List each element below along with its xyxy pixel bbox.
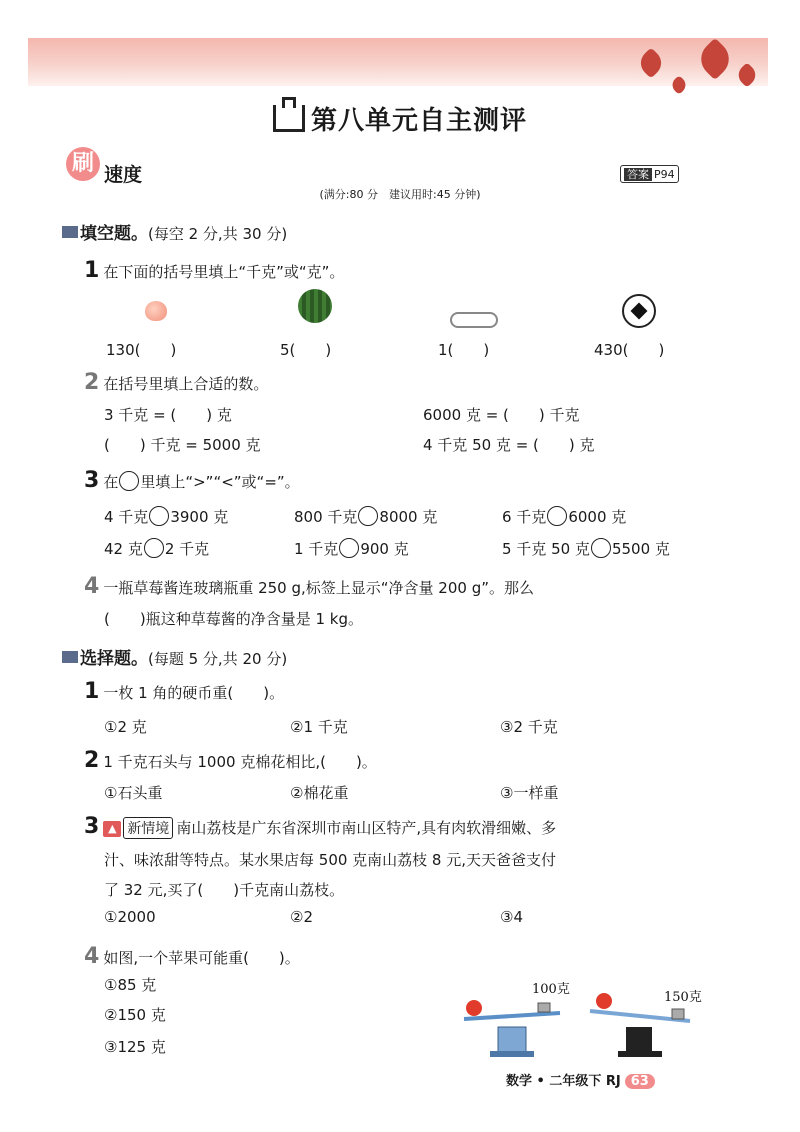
s1-q2-item: 4 千克 50 克 = ( ) 克 [423,436,595,454]
s1-q3-stem: 3 在 里填上“>”“<”或“=”。 [84,468,300,493]
s1-q2-item: ( ) 千克 = 5000 克 [104,436,261,454]
s1-q1-item: 130( ) [106,341,177,359]
s2-q1-stem: 1 一枚 1 角的硬币重( )。 [84,679,285,704]
compare-pair: 1 千克 900 克 [294,540,409,558]
s2-q3-stem: 3 ▲ 新情境 南山荔枝是广东省深圳市南山区特产,具有肉软滑细嫩、多 [84,814,557,839]
s1-q4-line2: ( )瓶这种草莓酱的净含量是 1 kg。 [104,610,363,628]
compare-circle[interactable] [339,538,359,558]
compare-circle[interactable] [547,506,567,526]
option[interactable]: ③2 千克 [500,718,558,736]
option[interactable]: ①2 克 [104,718,147,736]
footer: 数学 • 二年级下 RJ 63 [506,1070,655,1089]
s1-q1-item: 1( ) [438,341,490,359]
speed-label: 速度 [104,164,143,186]
section-marker-icon [62,226,78,238]
compare-pair: 5 千克 50 克 5500 克 [502,540,670,558]
s2-q3-line2: 汁、味浓甜等特点。某水果店每 500 克南山荔枝 8 元,天天爸爸支付 [104,851,557,869]
option[interactable]: ②棉花重 [290,784,349,802]
s1-q2-stem: 2 在括号里填上合适的数。 [84,370,269,395]
page-title: 第八单元自主测评 [0,100,800,137]
compare-pair: 800 千克 8000 克 [294,508,438,526]
page-number: 63 [625,1074,655,1089]
speed-icon: 刷 [66,147,100,181]
compare-circle[interactable] [591,538,611,558]
compare-circle[interactable] [149,506,169,526]
compare-circle [119,471,139,491]
s1-q4-stem: 4 一瓶草莓酱连玻璃瓶重 250 g,标签上显示“净含量 200 g”。那么 [84,574,535,599]
compare-circle[interactable] [144,538,164,558]
option[interactable]: ②150 克 [104,1006,166,1024]
section1-heading: 填空题。(每空 2 分,共 30 分) [62,219,287,244]
option[interactable]: ①85 克 [104,976,157,994]
option[interactable]: ①2000 [104,908,156,926]
option[interactable]: ③125 克 [104,1038,166,1056]
soccer-ball-icon [622,294,656,328]
s1-q2-item: 6000 克 = ( ) 千克 [423,406,580,424]
paperclip-icon [450,312,498,328]
option[interactable]: ③一样重 [500,784,559,802]
compare-circle[interactable] [358,506,378,526]
scale-left-label: 100克 [532,982,570,997]
option[interactable]: ②1 千克 [290,718,348,736]
option[interactable]: ①石头重 [104,784,163,802]
balance-scales-figure [460,975,710,1065]
peach-icon [145,301,167,321]
option[interactable]: ②2 [290,908,313,926]
section-marker-icon [62,651,78,663]
s1-q1-item: 430( ) [594,341,665,359]
compare-pair: 42 克 2 千克 [104,540,210,558]
s2-q2-stem: 2 1 千克石头与 1000 克棉花相比,( )。 [84,748,377,773]
new-context-icon: ▲ [103,821,121,837]
answer-ref: 答案 P94 [620,165,679,183]
book-icon [273,105,305,132]
section2-heading: 选择题。(每题 5 分,共 20 分) [62,644,287,669]
s1-q1-item: 5( ) [280,341,332,359]
option[interactable]: ③4 [500,908,523,926]
exam-subtitle: (满分:80 分 建议用时:45 分钟) [319,188,481,201]
s2-q4-stem: 4 如图,一个苹果可能重( )。 [84,944,300,969]
scale-left-icon [464,1000,560,1057]
compare-pair: 6 千克 6000 克 [502,508,627,526]
s1-q2-item: 3 千克 = ( ) 克 [104,406,232,424]
compare-pair: 4 千克 3900 克 [104,508,229,526]
scale-right-label: 150克 [664,990,702,1005]
s1-q1-stem: 1 在下面的括号里填上“千克”或“克”。 [84,258,345,283]
s2-q3-line3: 了 32 元,买了( )千克南山荔枝。 [104,881,345,899]
watermelon-icon [298,289,332,323]
